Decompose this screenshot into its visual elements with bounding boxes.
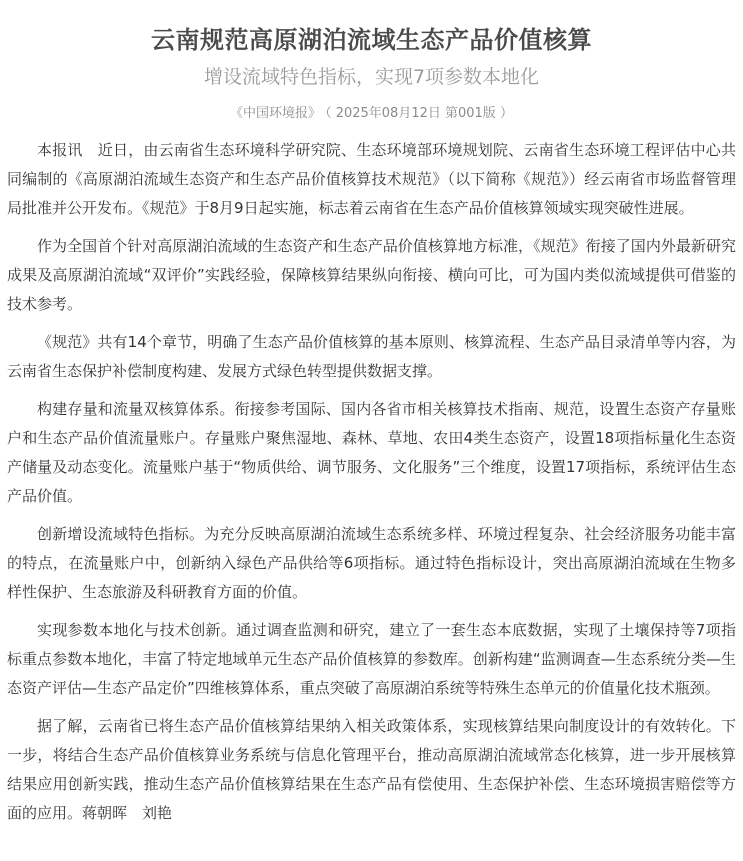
article-subtitle: 增设流域特色指标，实现7项参数本地化 xyxy=(203,66,540,88)
source-date-issue: （ 2025年08月12日 第001版 ） xyxy=(325,106,513,121)
article-source xyxy=(7,104,736,124)
article-paragraph: 据了解，云南省已将生态产品价值核算结果纳入相关政策体系，实现核算结果向制度设计的有效转化。下一步，将结合生态产品价值核算业务系统与信息化管理平台，推动高原湖泊流域常态化核算，进一步开展核算结果应用创新实践，推动生态产品价值核算结果在生态产品有偿使用、生态保护补偿、生态环境损害赔偿等方面的应用。蒋朝晖 刘艳 xyxy=(7,717,736,822)
article-paragraph: 作为全国首个针对高原湖泊流域的生态资产和生态产品价值核算地方标准，《规范》衔接了国内外最新研究成果及高原湖泊流域“双评价”实践经验，保障核算结果纵向衔接、横向可比，可为国内类似流域提供可借鉴的技术参考。 xyxy=(7,237,736,313)
article-paragraph: 《规范》共有14个章节，明确了生态产品价值核算的基本原则、核算流程、生态产品目录清单等内容，为云南省生态保护补偿制度构建、发展方式绿色转型提供数据支撑。 xyxy=(7,333,736,380)
article-paragraph: 实现参数本地化与技术创新。通过调查监测和研究，建立了一套生态本底数据，实现了土壤保持等7项指标重点参数本地化，丰富了特定地域单元生态产品价值核算的参数库。创新构建“监测调查—生态系统分类—生态资产评估—生态产品定价”四维核算体系，重点突破了高原湖泊系统等特殊生态单元的价值量化技术瓶颈。 xyxy=(7,621,736,697)
article-title: 云南规范高原湖泊流域生态产品价值核算 xyxy=(151,26,592,54)
article-body xyxy=(7,136,736,828)
source-publication: 《中国环境报》 xyxy=(230,106,322,121)
article-paragraph: 创新增设流域特色指标。为充分反映高原湖泊流域生态系统多样、环境过程复杂、社会经济服务功能丰富的特点，在流量账户中，创新纳入绿色产品供给等6项指标。通过特色指标设计，突出高原湖泊流域在生物多样性保护、生态旅游及科研教育方面的价值。 xyxy=(7,525,736,601)
article-paragraph: 本报讯 近日，由云南省生态环境科学研究院、生态环境部环境规划院、云南省生态环境工程评估中心共同编制的《高原湖泊流域生态资产和生态产品价值核算技术规范》（以下简称《规范》）经云南省市场监督管理局批准并公开发布。《规范》于8月9日起实施，标志着云南省在生态产品价值核算领域实现突破性进展。 xyxy=(7,141,736,217)
article-paragraph: 构建存量和流量双核算体系。衔接参考国际、国内各省市相关核算技术指南、规范，设置生态资产存量账户和生态产品价值流量账户。存量账户聚焦湿地、森林、草地、农田4类生态资产，设置18项指标量化生态资产储量及动态变化。流量账户基于“物质供给、调节服务、文化服务”三个维度，设置17项指标，系统评估生态产品价值。 xyxy=(7,400,736,505)
